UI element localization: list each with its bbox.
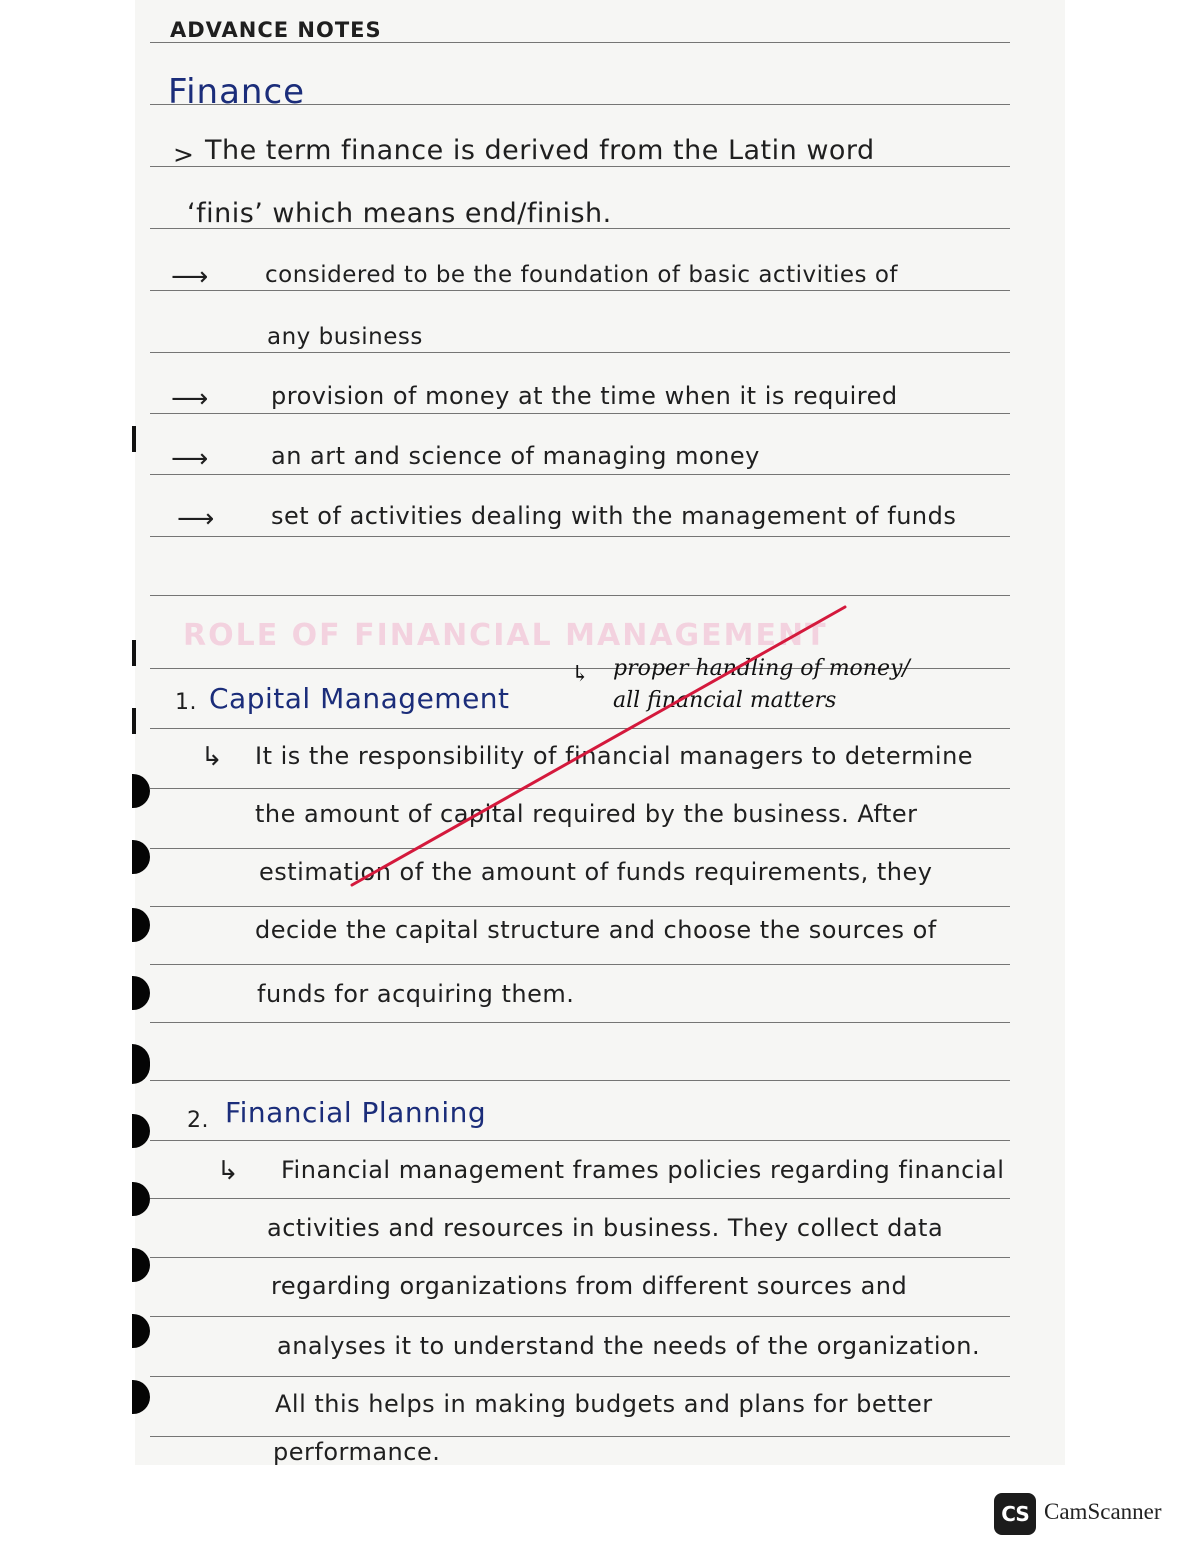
subsection-title-financial-planning: Financial Planning: [225, 1096, 487, 1129]
point-1-line-1: considered to be the foundation of basic activities of: [265, 262, 899, 288]
intro-line-2: ‘finis’ which means end/finish.: [187, 198, 612, 229]
item-number-1: 1.: [175, 690, 197, 715]
page-header: ADVANCE NOTES: [170, 18, 382, 42]
section-title-finance: Finance: [168, 72, 306, 112]
bullet-arrow-icon: ⟶: [177, 504, 215, 534]
role-heading: ROLE OF FINANCIAL MANAGEMENT: [183, 618, 828, 653]
margin-mark: [132, 708, 136, 734]
point-2-line-1: provision of money at the time when it is required: [271, 382, 898, 410]
bullet-arrow-icon: ⟶: [171, 444, 209, 474]
capital-line-4: decide the capital structure and choose the sources of: [255, 916, 937, 944]
capital-line-5: funds for acquiring them.: [257, 980, 575, 1008]
capital-line-1: It is the responsibility of financial managers to determine: [255, 742, 974, 770]
margin-mark: [132, 640, 136, 666]
annotation-line-1: proper handling of money/: [613, 656, 910, 681]
hook-arrow-icon: ↳: [201, 742, 223, 772]
capital-line-3: estimation of the amount of funds requirements, they: [259, 858, 933, 886]
intro-line-1: The term finance is derived from the Latin word: [205, 135, 875, 166]
point-1-line-2: any business: [267, 324, 423, 350]
planning-line-3: regarding organizations from different sources and: [271, 1272, 908, 1300]
intro-marker: >: [173, 140, 195, 169]
item-number-2: 2.: [187, 1108, 209, 1133]
camscanner-label: CamScanner: [1044, 1499, 1162, 1524]
subsection-title-capital-management: Capital Management: [209, 682, 510, 715]
bullet-arrow-icon: ⟶: [171, 384, 209, 414]
annotation-arrow-icon: ↳: [571, 662, 590, 687]
margin-mark: [132, 426, 136, 452]
planning-line-1: Financial management frames policies regarding financial: [281, 1156, 1005, 1184]
planning-line-2: activities and resources in business. They collect data: [267, 1214, 944, 1242]
hook-arrow-icon: ↳: [217, 1156, 239, 1186]
point-3-line-1: an art and science of managing money: [271, 442, 760, 470]
bullet-arrow-icon: ⟶: [171, 262, 209, 292]
planning-line-5: All this helps in making budgets and plans for better: [275, 1390, 933, 1418]
planning-line-6: performance.: [273, 1438, 441, 1465]
camscanner-logo-icon: CS: [994, 1493, 1036, 1535]
annotation-line-2: all financial matters: [613, 688, 837, 713]
point-4-line-1: set of activities dealing with the management of funds: [271, 502, 957, 530]
capital-line-2: the amount of capital required by the business. After: [255, 800, 918, 828]
planning-line-4: analyses it to understand the needs of the organization.: [277, 1332, 981, 1360]
